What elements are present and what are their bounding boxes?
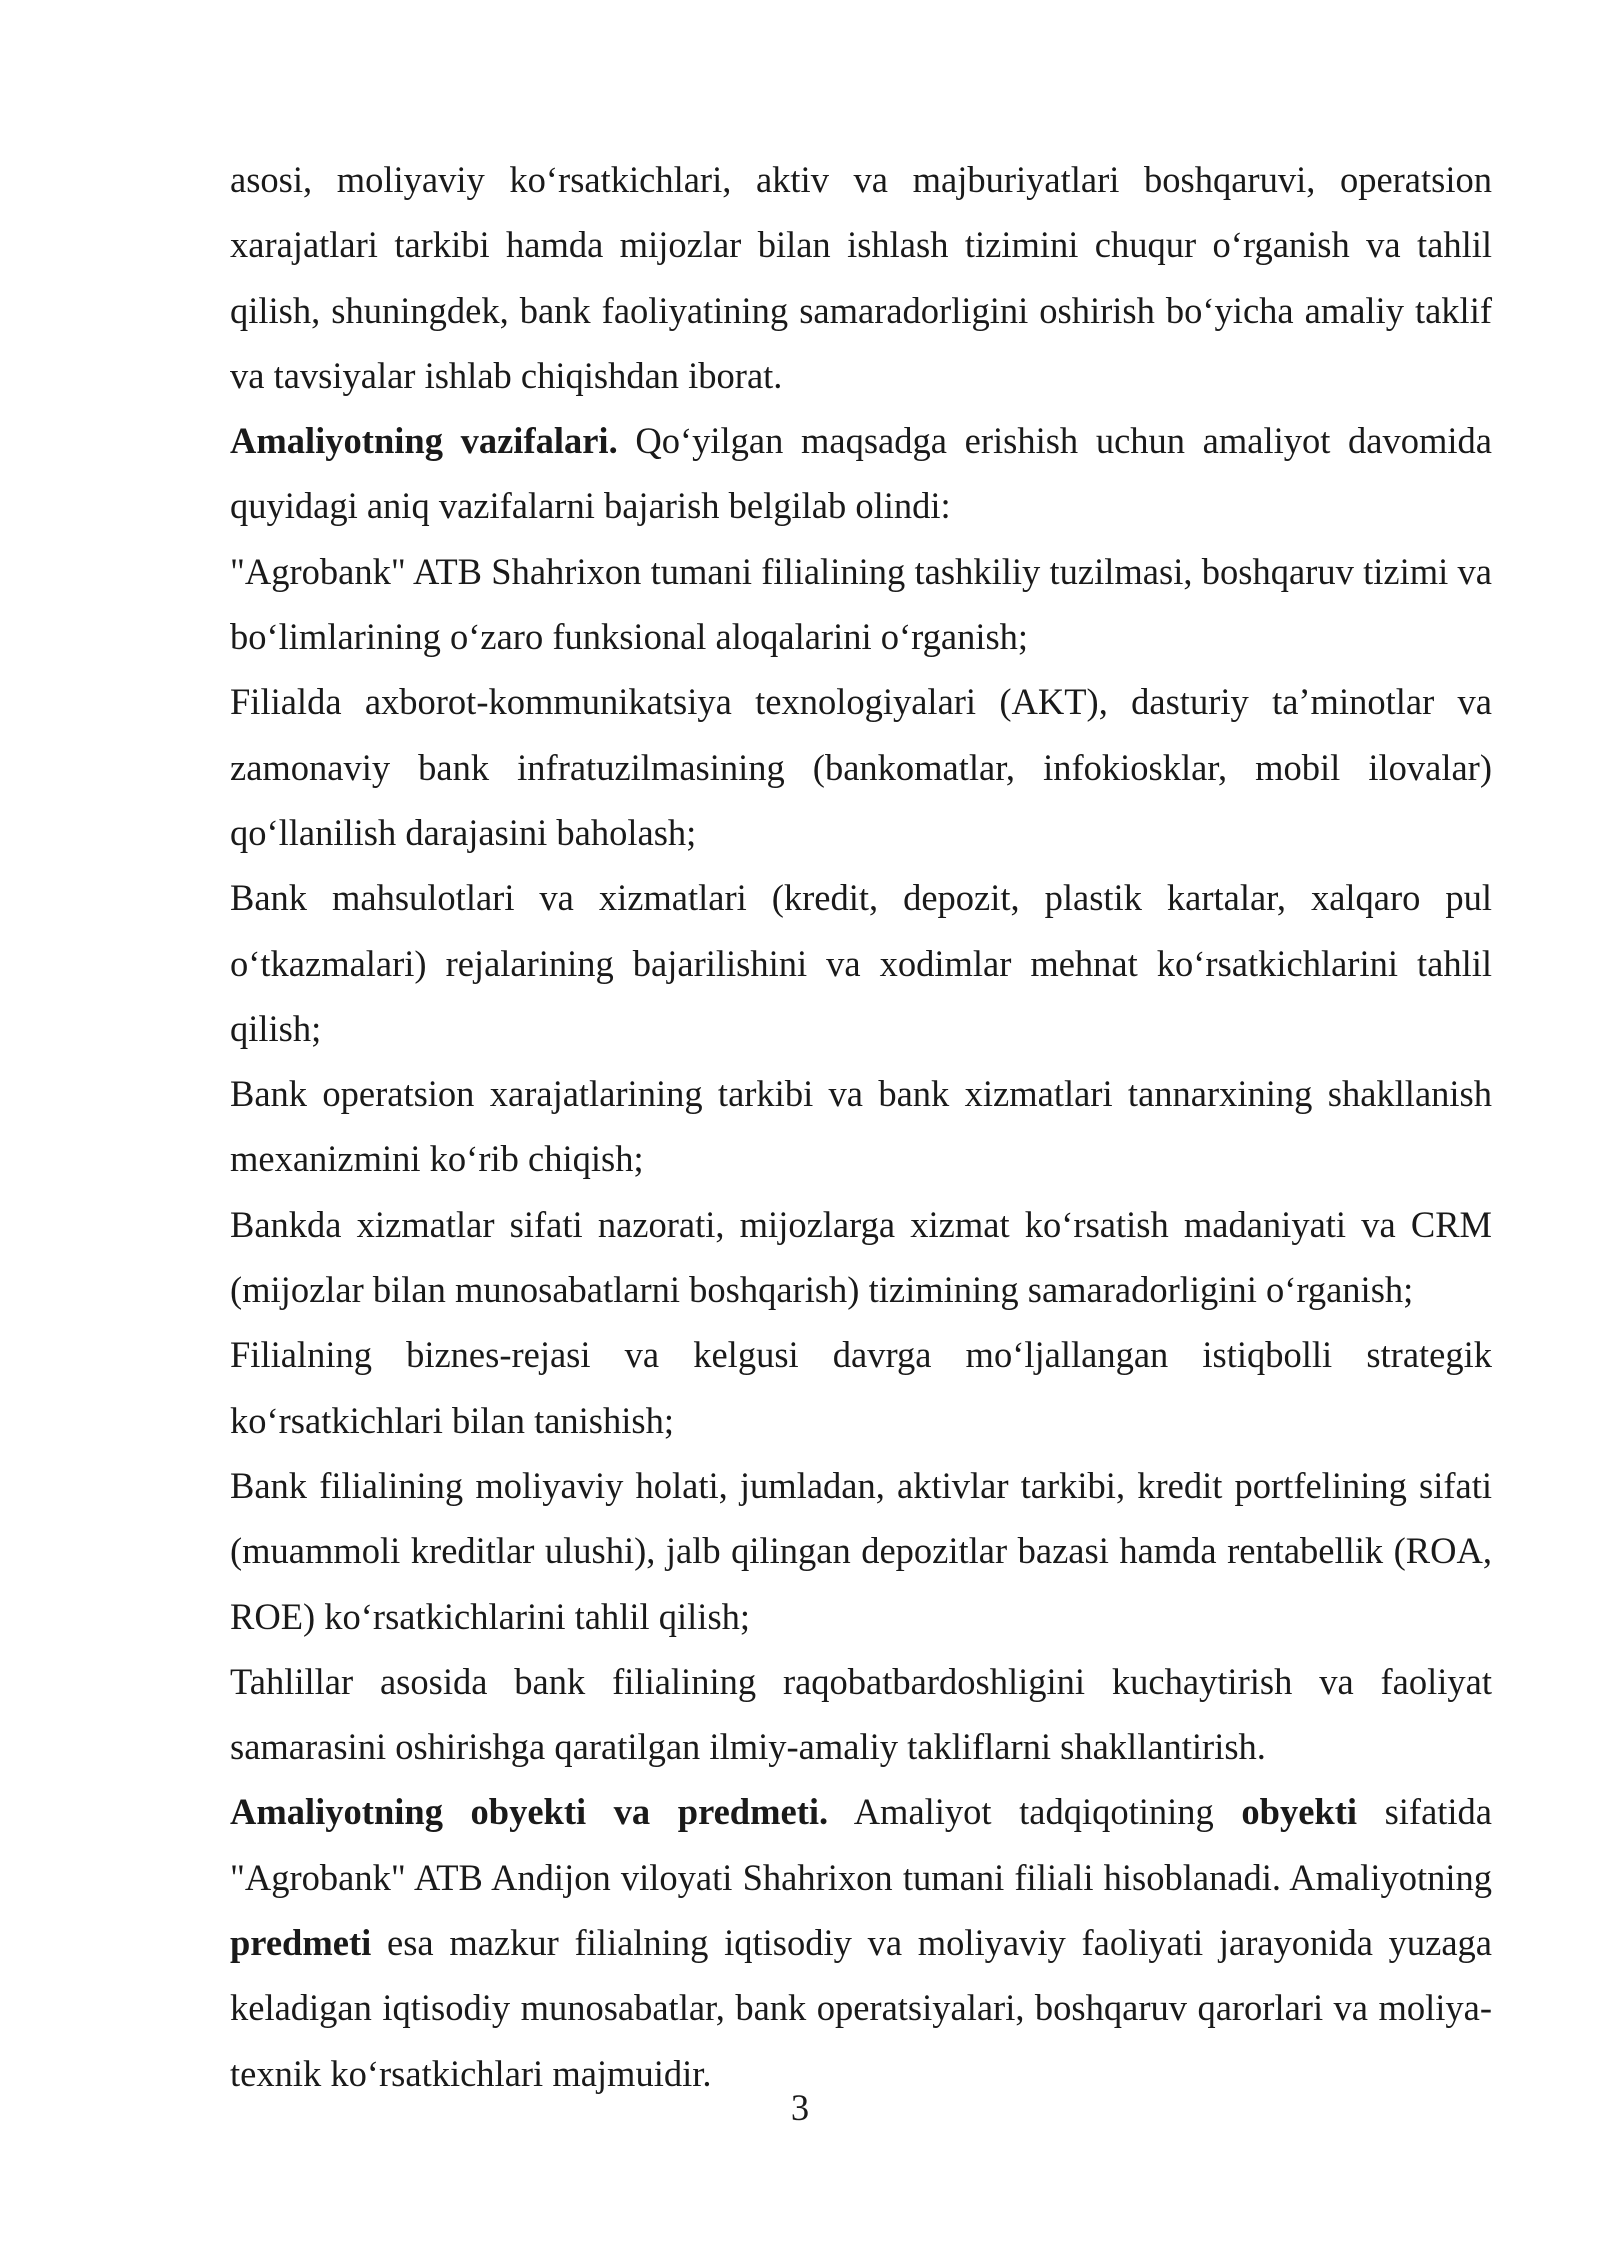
page-number: 3 — [790, 2087, 810, 2128]
task-item — [230, 1453, 1492, 1649]
paragraph-text: Amaliyot tadqiqotining — [828, 1791, 1242, 1833]
task-text: Filialning biznes-rejasi va kelgusi davrga moʻljallangan istiqbolli strategik koʻrsatkichlari bilan tanishish; — [230, 1334, 1492, 1441]
task-item — [230, 1322, 1492, 1453]
paragraph-intro-continuation — [230, 147, 1492, 408]
task-text: Filialda axborot-kommunikatsiya texnologiyalari (AKT), dasturiy ta’minotlar va zamonaviy bank infratuzilmasining (bankomatlar, infokiosklar, mobil ilovalar) qoʻllanilish darajasini baholash; — [230, 681, 1492, 853]
task-item — [230, 865, 1492, 1061]
section-heading-object-subject: Amaliyotning obyekti va predmeti. — [230, 1791, 829, 1833]
term-subject: predmeti — [230, 1922, 372, 1964]
task-text: Bankda xizmatlar sifati nazorati, mijozlarga xizmat koʻrsatish madaniyati va CRM (mijozlar bilan munosabatlarni boshqarish) tizimining samaradorligini oʻrganish; — [230, 1203, 1492, 1311]
task-item — [230, 539, 1492, 670]
paragraph-text: Qoʻyilgan maqsadga erishish uchun amaliyot davomida quyidagi aniq vazifalarni bajarish belgilab olindi: — [230, 420, 1492, 527]
term-object: obyekti — [1241, 1791, 1357, 1833]
task-text: Tahlillar asosida bank filialining raqobatbardoshligini kuchaytirish va faoliyat samarasini oshirishga qaratilgan ilmiy-amaliy takliflarni shakllantirish. — [230, 1660, 1492, 1768]
paragraph-object-subject — [230, 1779, 1492, 2105]
task-text: Bank mahsulotlari va xizmatlari (kredit, depozit, plastik kartalar, xalqaro pul oʻtkazmalari) rejalarining bajarilishini va xodimlar mehnat koʻrsatkichlarini tahlil qilish; — [230, 877, 1492, 1049]
task-text: Bank filialining moliyaviy holati, jumladan, aktivlar tarkibi, kredit portfelining sifati (muammoli kreditlar ulushi), jalb qilingan depozitlar bazasi hamda rentabellik (ROA, ROE) koʻrsatkichlarini tahlil qilish; — [230, 1464, 1492, 1637]
section-heading-tasks: Amaliyotning vazifalari. — [230, 420, 618, 462]
task-item — [230, 1649, 1492, 1780]
task-text: Bank operatsion xarajatlarining tarkibi va bank xizmatlari tannarxining shakllanish mexanizmini koʻrib chiqish; — [230, 1073, 1492, 1180]
task-item — [230, 669, 1492, 865]
page-body — [230, 147, 1492, 2106]
paragraph-text: asosi, moliyaviy koʻrsatkichlari, aktiv va majburiyatlari boshqaruvi, operatsion xarajatlari tarkibi hamda mijozlar bilan ishlash tizimini chuqur oʻrganish va tahlil qilish, shuningdek, bank faoliyatining samaradorligini oshirish boʻyicha amaliy taklif va tavsiyalar ishlab chiqishdan iborat. — [230, 159, 1492, 396]
paragraph-tasks-intro — [230, 408, 1492, 539]
task-item — [230, 1061, 1492, 1192]
task-text: "Agrobank" ATB Shahrixon tumani filialining tashkiliy tuzilmasi, boshqaruv tizimi va boʻlimlarining oʻzaro funksional aloqalarini oʻrganish; — [230, 550, 1492, 658]
paragraph-text: esa mazkur filialning iqtisodiy va moliyaviy faoliyati jarayonida yuzaga keladigan iqtisodiy munosabatlar, bank operatsiyalari, boshqaruv qarorlari va moliya-texnik koʻrsatkichlari majmuidir. — [230, 1922, 1492, 2094]
paragraph-text: sifatida "Agrobank" ATB Andijon viloyati Shahrixon tumani filiali hisoblanadi. Amaliyotning — [230, 1791, 1493, 1898]
task-item — [230, 1192, 1492, 1323]
